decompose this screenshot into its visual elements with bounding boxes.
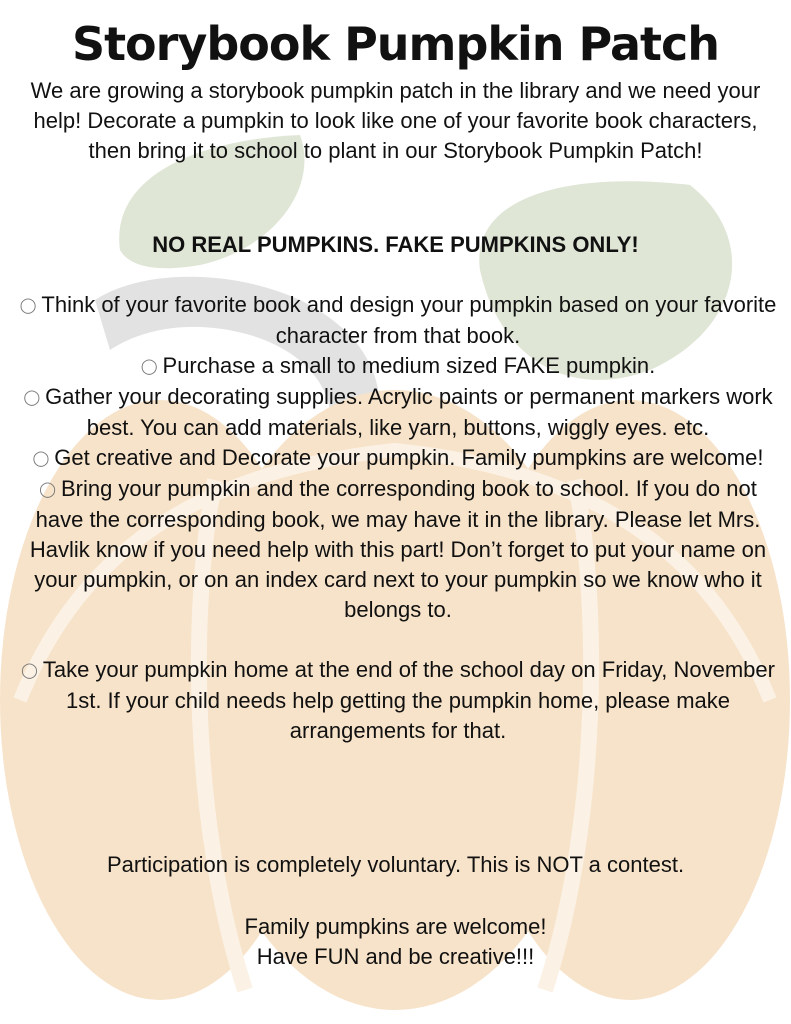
flyer-title: Storybook Pumpkin Patch [71, 17, 720, 71]
pumpkin-icon: ◯ [140, 358, 158, 375]
step-item [18, 290, 778, 351]
steps-list [18, 290, 778, 746]
intro-paragraph: We are growing a storybook pumpkin patch in the library and we need your help! Decorate a pumpkin to look like one of your favorite book characters, then bring it to school to plant in our Storybook Pumpkin Patch! [30, 78, 761, 163]
closing-line-1: Family pumpkins are welcome! [244, 914, 547, 939]
step-text: Get creative and Decorate your pumpkin. Family pumpkins are welcome! [54, 445, 764, 470]
closing-line-2: Have FUN and be creative!!! [256, 944, 535, 969]
pumpkin-icon: ◯ [39, 481, 56, 498]
step-item [18, 474, 778, 625]
step-text: Gather your decorating supplies. Acrylic paints or permanent markers work best. You can add materials, like yarn, buttons, wiggly eyes. etc. [45, 384, 773, 440]
step-text: Purchase a small to medium sized FAKE pumpkin. [162, 353, 656, 378]
fake-pumpkins-warning: NO REAL PUMPKINS. FAKE PUMPKINS ONLY! [152, 232, 639, 257]
pumpkin-icon: ◯ [21, 662, 38, 679]
pumpkin-icon: ◯ [23, 389, 41, 406]
step-text: Think of your favorite book and design your pumpkin based on your favorite character from that book. [41, 292, 777, 348]
step-text: Bring your pumpkin and the corresponding book to school. If you do not have the corresponding book, we may have it in the library. Please let Mrs. Havlik know if you need help with this part! Don’t forget to put your name on your pumpkin, or on an index card next to your pumpkin so we know who it belongs to. [29, 476, 767, 622]
step-item [18, 351, 778, 382]
step-item [18, 443, 778, 474]
pumpkin-icon: ◯ [32, 450, 50, 467]
step-item [18, 655, 778, 746]
closing-message [30, 912, 761, 972]
pumpkin-icon: ◯ [19, 297, 37, 314]
step-item [18, 382, 778, 443]
voluntary-note: Participation is completely voluntary. This is NOT a contest. [106, 852, 685, 877]
step-text: Take your pumpkin home at the end of the school day on Friday, November 1st. If your child needs help getting the pumpkin home, please make arrangements for that. [42, 657, 775, 743]
